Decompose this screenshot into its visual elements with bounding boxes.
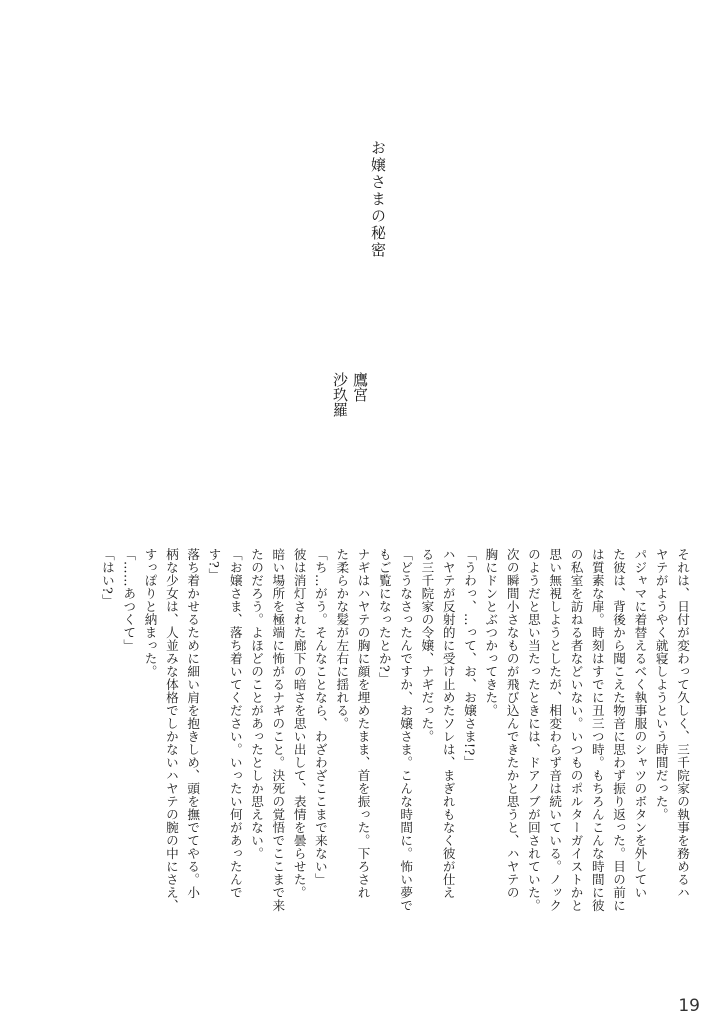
body-line: 「どうなさったんですか、お嬢さま。こんな時間に。怖い夢で <box>398 548 414 912</box>
author-family-name: 鷹宮 <box>351 372 369 402</box>
body-line: 「うわっ、…って、お、お嬢さま!?」 <box>462 548 478 769</box>
body-line: 「ち…がう。そんなことなら、わざわざここまで来ない」 <box>312 548 328 886</box>
body-line: ヤテがようやく就寝しようという時間だった。 <box>653 548 669 821</box>
author-given-name: 沙玖羅 <box>331 372 349 417</box>
body-line: 「お嬢さま、落ち着いてください。いったい何があったんで <box>227 548 243 899</box>
body-line: もご覧になったとか?」 <box>376 548 392 686</box>
body-line: 柄な少女は、人並みな体格でしかないハヤテの腕の中にさえ、 <box>163 548 179 912</box>
body-line: た柔らかな髪が左右に揺れる。 <box>334 548 350 730</box>
body-line: 暗い場所を極端に怖がるナギのこと。決死の覚悟でここまで来 <box>270 548 286 912</box>
body-line: 思い無視しようとしたが、相変わらず音は続いている。ノック <box>547 548 563 912</box>
story-body <box>85 548 693 972</box>
page-number: 19 <box>678 996 700 1016</box>
body-line: それは、日付が変わって久しく、三千院家の執事を務めるハ <box>675 548 690 899</box>
author-byline <box>330 372 370 417</box>
story-title: お嬢さまの秘密 <box>369 140 387 259</box>
body-line: ハヤテが反射的に受け止めたソレは、まぎれもなく彼が仕え <box>440 548 456 899</box>
body-line: 落ち着かせるために細い肩を抱きしめ、頭を撫でてやる。小 <box>185 548 201 899</box>
body-line: の私室を訪ねる者などいない。いつものポルターガイストかと <box>568 548 584 912</box>
body-line: 「はい?」 <box>99 548 115 608</box>
body-line: 次の瞬間小さなものが飛び込んできたかと思うと、ハヤテの <box>504 548 520 899</box>
body-line: パジャマに着替えるべく執事服のシャツのボタンを外してい <box>632 548 648 899</box>
body-line: す?」 <box>206 548 222 582</box>
body-line: る三千院家の令嬢、ナギだった。 <box>419 548 435 743</box>
body-line: 「……あつくて」 <box>121 548 137 652</box>
body-line: のようだと思い当たったときには、ドアノブが回されていた。 <box>525 548 541 912</box>
body-line: は質素な扉。時刻はすでに丑三つ時。もちろんこんな時間に彼 <box>589 548 605 912</box>
body-line: 彼は消灯された廊下の暗さを思い出して、表情を曇らせた。 <box>291 548 307 899</box>
body-line: 胸にドンとぶつかってきた。 <box>483 548 499 717</box>
body-line: た彼は、背後から聞こえた物音に思わず振り返った。目の前に <box>611 548 627 912</box>
body-line: たのだろう。よほどのことがあったとしか思えない。 <box>249 548 265 860</box>
body-line: すっぽりと納まった。 <box>142 548 158 678</box>
body-line: ナギはハヤテの胸に顔を埋めたまま、首を振った。下ろされ <box>355 548 371 899</box>
